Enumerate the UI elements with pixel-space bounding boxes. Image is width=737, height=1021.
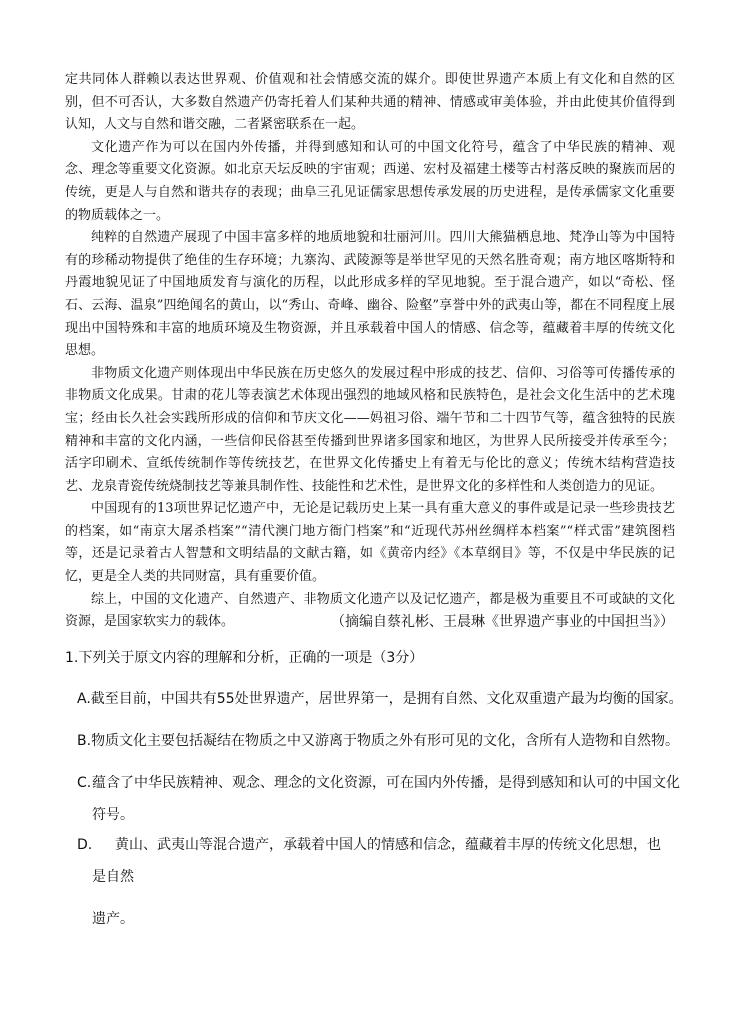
- passage-paragraph-2: 文化遗产作为可以在国内外传播，并得到感知和认可的中国文化符号，蕴含了中华民族的精神、观念、理念等重要文化资源。如北京天坛反映的宇宙观；西递、宏村及福建土楼等古村落反映的聚族而居的传统，更是人与自然和谐共存的表现；曲阜三孔见证儒家思想传承发展的历史进程，是传承儒家文化重要的物质载体之一。: [65, 139, 675, 223]
- option-c-text: 蕴含了中华民族精神、观念、理念的文化资源，可在国内外传播，是得到感知和认可的中国文化符号。: [92, 775, 680, 823]
- option-d[interactable]: [77, 829, 683, 935]
- option-c-letter: C.: [77, 775, 92, 791]
- option-d-letter: D.: [77, 837, 93, 853]
- option-a-letter: A.: [77, 691, 91, 707]
- passage-paragraph-3: 纯粹的自然遗产展现了中国丰富多样的地质地貌和壮丽河川。四川大熊猫栖息地、梵净山等为中国特有的珍稀动物提供了绝佳的生存环境；九寨沟、武陵源等是举世罕见的天然名胜奇观；南方地区喀斯特和丹霞地貌见证了中国地质发育与演化的历程，以此形成多样的罕见地貌。至于混合遗产，如以“奇松、怪石、云海、温泉”四绝闻名的黄山，以“秀山、奇峰、幽谷、险壑”享誉中外的武夷山等，都在不同程度上展现出中国特殊和丰富的地质环境及生物资源，并且承载着中国人的情感、信念等，蕴藏着丰厚的传统文化思想。: [65, 230, 675, 359]
- option-d-text: 黄山、武夷山等混合遗产，承载着中国人的情感和信念，蕴藏着丰厚的传统文化思想，也: [115, 837, 661, 853]
- option-b-letter: B.: [77, 733, 92, 749]
- question-stem: 1.下列关于原文内容的理解和分析，正确的一项是（3分）: [65, 650, 424, 666]
- option-d-text-tail: 遗产。: [92, 911, 134, 927]
- option-d-text-continued: 是自然: [92, 869, 134, 885]
- passage-paragraph-4: 非物质文化遗产则体现出中华民族在历史悠久的发展过程中形成的技艺、信仰、习俗等可传播传承的非物质文化成果。甘肃的花儿等表演艺术体现出强烈的地域风格和民族特色，是社会文化生活中的艺术瑰宝；经由长久社会实践所形成的信仰和节庆文化——妈祖习俗、端午节和二十四节气等，蕴含独特的民族精神和丰富的文化内涵，一些信仰民俗甚至传播到世界诸多国家和地区，为世界人民所接受并传承至今；活字印刷术、宣纸传统制作等传统技艺，在世界文化传播史上有着无与伦比的意义；传统木结构营造技艺、龙泉青瓷传统烧制技艺等兼具制作性、技能性和艺术性，是世界文化的多样性和人类创造力的见证。: [65, 365, 675, 494]
- passage-source: （摘编自蔡礼彬、王晨琳《世界遗产事业的中国担当》）: [331, 614, 674, 630]
- option-a-text: 截至目前，中国共有55处世界遗产，居世界第一，是拥有自然、文化双重遗产最为均衡的国家。: [90, 691, 683, 707]
- passage-paragraph-5: 中国现有的13项世界记忆遗产中，无论是记载历史上某一具有重大意义的事件或是记录一些珍贵技艺的档案，如“南京大屠杀档案”“清代澳门地方衙门档案”和“近现代苏州丝绸样本档案”“样式雷”建筑图档等，还是记录着古人智慧和文明结晶的文献古籍，如《黄帝内经》《本草纲目》等，不仅是中华民族的记忆，更是全人类的共同财富，具有重要价值。: [65, 501, 675, 585]
- passage-paragraph-1: 定共同体人群赖以表达世界观、价值观和社会情感交流的媒介。即使世界遗产本质上有文化和自然的区别，但不可否认，大多数自然遗产仍寄托着人们某种共通的精神、情感或审美体验，并由此使其价值得到认知，人文与自然和谐交融，二者紧密联系在一起。: [65, 72, 675, 133]
- option-a[interactable]: [77, 683, 683, 715]
- option-c[interactable]: [77, 767, 683, 831]
- option-b-text: 物质文化主要包括凝结在物质之中又游离于物质之外有形可见的文化，含所有人造物和自然物。: [91, 733, 680, 749]
- option-b[interactable]: [77, 725, 683, 757]
- passage-paragraph-6: 综上，中国的文化遗产、自然遗产、非物质文化遗产以及记忆遗产，都是极为重要且不可或缺的文化资源，是国家软实力的载体。: [65, 591, 675, 630]
- reading-passage: [65, 69, 675, 634]
